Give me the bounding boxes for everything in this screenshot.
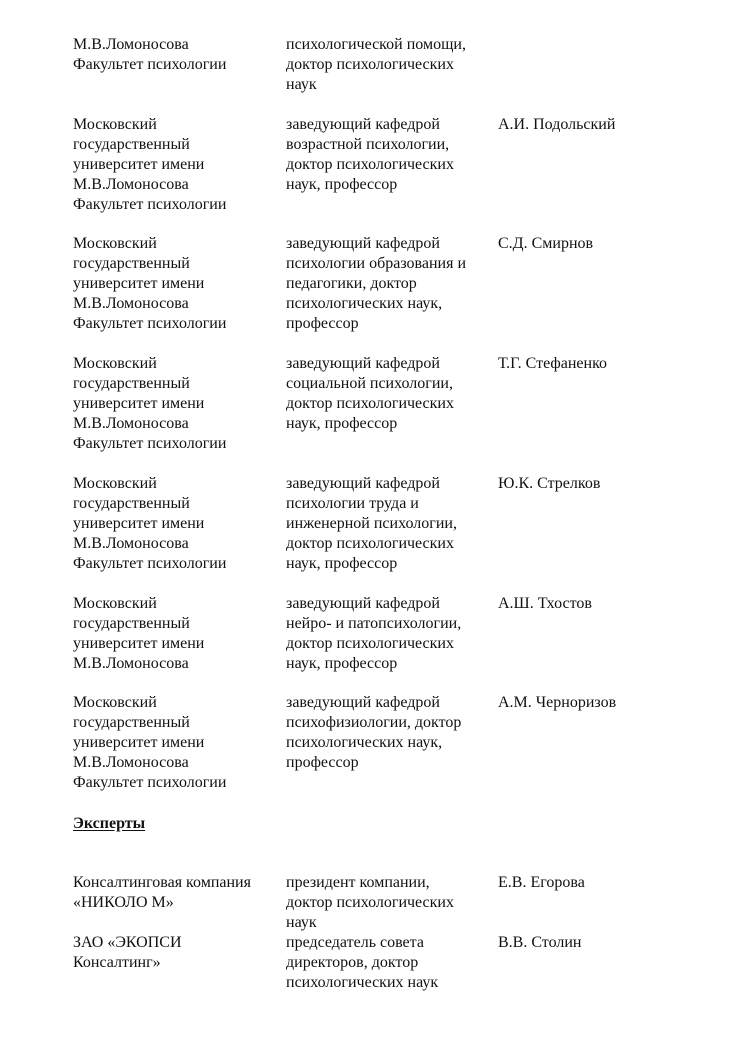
- position-cell: заведующий кафедрой социальной психологии, доктор психологических наук, профессор: [286, 355, 454, 432]
- organization-cell: М.В.Ломоносова Факультет психологии: [73, 36, 227, 73]
- person-name-cell: Е.В. Егорова: [498, 874, 585, 891]
- position-cell: президент компании, доктор психологических наук: [286, 874, 454, 931]
- person-name-cell: Ю.К. Стрелков: [498, 475, 601, 492]
- organization-cell: Московский государственный университет имени М.В.Ломоносова Факультет психологии: [73, 355, 227, 452]
- organization-cell: ЗАО «ЭКОПСИ Консалтинг»: [73, 934, 182, 971]
- organization-cell: Московский государственный университет имени М.В.Ломоносова Факультет психологии: [73, 475, 227, 572]
- position-cell: заведующий кафедрой нейро- и патопсихологии, доктор психологических наук, профессор: [286, 595, 462, 672]
- organization-cell: Консалтинговая компания «НИКОЛО М»: [73, 874, 251, 911]
- organization-cell: Московский государственный университет имени М.В.Ломоносова Факультет психологии: [73, 694, 227, 791]
- experts-heading: Эксперты: [73, 815, 146, 832]
- person-name-cell: А.Ш. Тхостов: [498, 595, 592, 612]
- position-cell: заведующий кафедрой возрастной психологии, доктор психологических наук, профессор: [286, 116, 454, 193]
- organization-cell: Московский государственный университет имени М.В.Ломоносова Факультет психологии: [73, 116, 227, 213]
- position-cell: председатель совета директоров, доктор психологических наук: [286, 934, 439, 991]
- position-cell: заведующий кафедрой психофизиологии, доктор психологических наук, профессор: [286, 694, 462, 771]
- position-cell: психологической помощи, доктор психологических наук: [286, 36, 466, 93]
- position-cell: заведующий кафедрой психологии труда и инженерной психологии, доктор психологических наук, профессор: [286, 475, 457, 572]
- organization-cell: Московский государственный университет имени М.В.Ломоносова: [73, 595, 205, 672]
- organization-cell: Московский государственный университет имени М.В.Ломоносова Факультет психологии: [73, 235, 227, 332]
- person-name-cell: С.Д. Смирнов: [498, 235, 594, 252]
- person-name-cell: А.М. Черноризов: [498, 694, 617, 711]
- person-name-cell: Т.Г. Стефаненко: [498, 355, 608, 372]
- position-cell: заведующий кафедрой психологии образования и педагогики, доктор психологических наук, профессор: [286, 235, 467, 332]
- person-name-cell: В.В. Столин: [498, 934, 582, 951]
- person-name-cell: А.И. Подольский: [498, 116, 616, 133]
